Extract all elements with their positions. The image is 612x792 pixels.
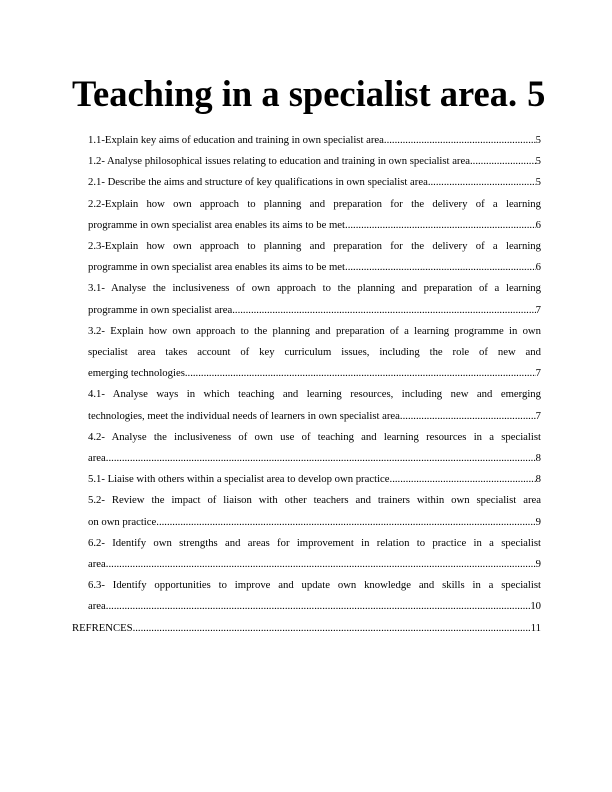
toc-entry-text-lines: 6.3- Identify opportunities to improve and update own knowledge and skills in a specialist bbox=[88, 579, 541, 592]
toc-entry-last-line bbox=[88, 130, 541, 151]
toc-entry-last-line bbox=[88, 448, 541, 469]
toc-entry-last-line bbox=[88, 257, 541, 278]
toc-entry-text-lines: 4.1- Analyse ways in which teaching and learning resources, including new and emerging bbox=[88, 388, 541, 401]
toc-entry-last-line bbox=[88, 172, 541, 193]
toc-entry-text-lines: 2.2-Explain how own approach to planning and preparation for the delivery of a learning bbox=[88, 197, 541, 210]
toc-entry[interactable] bbox=[72, 618, 541, 639]
toc-entry-text-lines: 4.2- Analyse the inclusiveness of own use of teaching and learning resources in a specialist bbox=[88, 430, 541, 443]
dot-leader bbox=[400, 406, 536, 427]
toc-entry-text: area bbox=[88, 600, 106, 613]
dot-leader bbox=[345, 257, 536, 278]
dot-leader bbox=[185, 363, 536, 384]
toc-entry-last-line bbox=[88, 512, 541, 533]
dot-leader bbox=[345, 215, 536, 236]
toc-entry-text: area bbox=[88, 558, 106, 571]
dot-leader bbox=[428, 172, 536, 193]
toc-entry-page-number: 5 bbox=[535, 155, 541, 168]
toc-entry-text-lines: 3.2- Explain how own approach to the planning and preparation of a learning programme in own specialist area takes account of key curriculum issues, including the role of new and bbox=[88, 324, 541, 359]
toc-entry[interactable] bbox=[72, 236, 541, 278]
toc-entry-text: emerging technologies bbox=[88, 367, 185, 380]
toc-entry-last-line bbox=[88, 363, 541, 384]
toc-entry-text-lines: 3.1- Analyse the inclusiveness of own approach to the planning and preparation of a learning bbox=[88, 282, 541, 295]
toc-entry[interactable] bbox=[72, 469, 541, 490]
table-of-contents bbox=[72, 130, 541, 639]
toc-title bbox=[72, 74, 552, 114]
dot-leader bbox=[106, 448, 536, 469]
toc-entry-page-number: 6 bbox=[535, 218, 541, 231]
dot-leader bbox=[156, 512, 535, 533]
toc-entry-page-number: 6 bbox=[535, 261, 541, 274]
toc-entry-page-number: 5 bbox=[535, 134, 541, 146]
toc-entry-text-lines: 6.2- Identify own strengths and areas for improvement in relation to practice in a specialist bbox=[88, 536, 541, 549]
toc-entry-last-line bbox=[88, 406, 541, 427]
toc-entry[interactable] bbox=[72, 194, 541, 236]
toc-entry[interactable] bbox=[72, 130, 541, 151]
toc-entry-text: REFRENCES bbox=[72, 621, 133, 634]
toc-entry[interactable] bbox=[72, 490, 541, 532]
toc-entry-page-number: 10 bbox=[530, 600, 541, 613]
toc-entry[interactable] bbox=[72, 151, 541, 172]
toc-entry-text: technologies, meet the individual needs of learners in own specialist area bbox=[88, 409, 400, 422]
toc-entry-page-number: 11 bbox=[530, 621, 541, 634]
toc-entry-text: 1.1-Explain key aims of education and training in own specialist area bbox=[88, 134, 384, 146]
toc-entry-last-line bbox=[88, 215, 541, 236]
toc-entry-text: programme in own specialist area enables its aims to be met bbox=[88, 218, 346, 231]
toc-entry[interactable] bbox=[72, 172, 541, 193]
toc-entry[interactable] bbox=[72, 321, 541, 385]
toc-entry-last-line bbox=[88, 469, 541, 490]
dot-leader bbox=[232, 300, 535, 321]
dot-leader bbox=[390, 469, 536, 490]
toc-entry-page-number: 7 bbox=[535, 303, 541, 316]
dot-leader bbox=[106, 554, 536, 575]
toc-entry-text: 2.1- Describe the aims and structure of key qualifications in own specialist area bbox=[88, 176, 428, 189]
toc-entry-last-line bbox=[88, 596, 541, 617]
toc-entry-text: area bbox=[88, 452, 106, 465]
toc-entry[interactable] bbox=[72, 533, 541, 575]
toc-entry-page-number: 9 bbox=[535, 515, 541, 528]
toc-entry-text: 5.1- Liaise with others within a specialist area to develop own practice bbox=[88, 473, 390, 486]
toc-entry-page-number: 9 bbox=[535, 558, 541, 571]
toc-entry-last-line bbox=[72, 618, 541, 639]
dot-leader bbox=[133, 618, 531, 639]
toc-entry-text: on own practice bbox=[88, 515, 157, 528]
toc-entry-page-number: 5 bbox=[535, 176, 541, 189]
toc-entry-text: programme in own specialist area enables its aims to be met bbox=[88, 261, 346, 274]
toc-entry-last-line bbox=[88, 151, 541, 172]
toc-entry-last-line bbox=[88, 300, 541, 321]
toc-entry-text-lines: 5.2- Review the impact of liaison with other teachers and trainers within own specialist area bbox=[88, 494, 541, 507]
toc-entry[interactable] bbox=[72, 575, 541, 617]
toc-entry-page-number: 8 bbox=[535, 473, 541, 486]
toc-entry[interactable] bbox=[72, 427, 541, 469]
toc-entry-text: programme in own specialist area bbox=[88, 303, 233, 316]
toc-title-text: Teaching in a specialist area. bbox=[72, 73, 518, 114]
toc-title-page-number: 5 bbox=[527, 73, 546, 114]
toc-entry-last-line bbox=[88, 554, 541, 575]
toc-entry-text: 1.2- Analyse philosophical issues relating to education and training in own specialist area. bbox=[88, 155, 473, 168]
toc-entry-page-number: 8 bbox=[535, 452, 541, 465]
toc-entry-page-number: 7 bbox=[535, 367, 541, 380]
dot-leader bbox=[384, 130, 536, 151]
toc-entry[interactable] bbox=[72, 384, 541, 426]
dot-leader bbox=[106, 596, 531, 617]
toc-entry-page-number: 7 bbox=[535, 409, 541, 422]
toc-entry-text-lines: 2.3-Explain how own approach to planning and preparation for the delivery of a learning bbox=[88, 240, 541, 253]
dot-leader bbox=[473, 151, 536, 172]
toc-entry[interactable] bbox=[72, 278, 541, 320]
